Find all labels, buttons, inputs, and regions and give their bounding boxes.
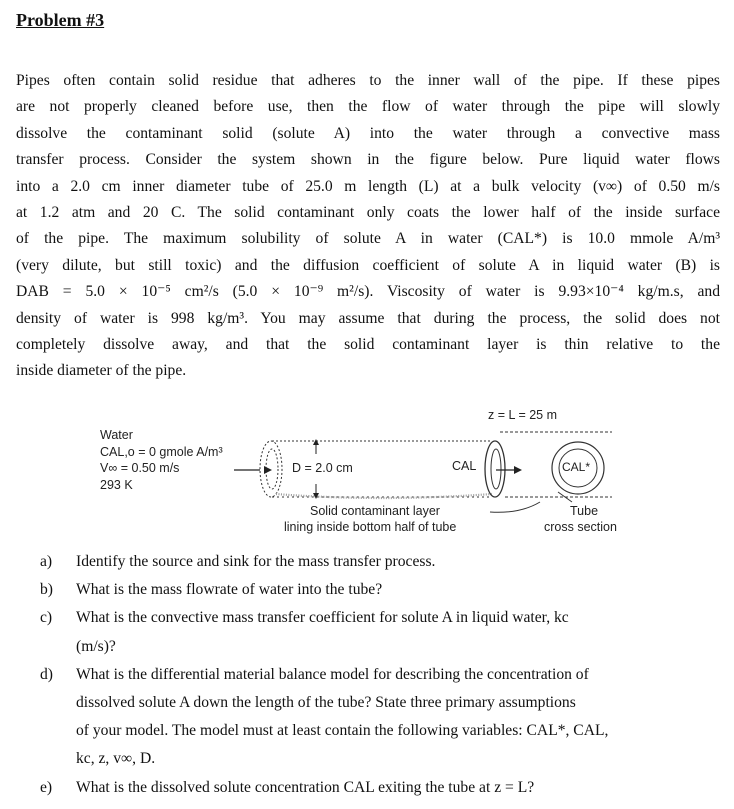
length-label: z = L = 25 m xyxy=(488,408,558,422)
question-line: What is the differential material balance model for describing the concentration of xyxy=(76,665,589,683)
question-item xyxy=(40,548,720,576)
question-item xyxy=(40,661,720,774)
outlet-ring-inner xyxy=(491,449,501,489)
cross-section-label: cross section xyxy=(544,520,617,534)
temperature-label: 293 K xyxy=(100,478,133,492)
question-line: Identify the source and sink for the mass transfer process. xyxy=(76,553,436,570)
outlet-arrowhead xyxy=(514,466,522,474)
diameter-arrowhead-top xyxy=(313,439,319,445)
question-line: kc, z, v∞, D. xyxy=(76,750,156,768)
question-item xyxy=(40,774,720,802)
layer-pointer xyxy=(490,502,540,512)
paragraph-line: DAB = 5.0 × 10⁻⁵ cm²/s (5.0 × 10⁻⁹ m²/s). Viscosity of water is 9.93×10⁻⁴ kg/m.s, and xyxy=(16,283,720,301)
question-line: What is the convective mass transfer coefficient for solute A in liquid water, kc xyxy=(76,609,569,627)
problem-paragraph xyxy=(16,68,720,385)
question-item xyxy=(40,604,720,660)
solid-layer-label: Solid contaminant layer xyxy=(310,504,440,518)
question-letter: e) xyxy=(40,778,53,796)
question-line: dissolved solute A down the length of the tube? State three primary assumptions xyxy=(76,694,576,712)
tube-label: Tube xyxy=(570,504,599,518)
question-item xyxy=(40,576,720,604)
flow-arrowhead xyxy=(264,466,272,474)
tube-figure xyxy=(0,402,734,542)
saturation-concentration-label: CAL* xyxy=(562,460,591,474)
paragraph-line: inside diameter of the pipe. xyxy=(16,362,187,380)
inlet-concentration-label: CAL,o = 0 gmole A/m³ xyxy=(100,445,223,459)
paragraph-line: transfer process. Consider the system shown in the figure below. Pure liquid water flows xyxy=(16,151,720,169)
question-letter: c) xyxy=(40,609,53,627)
velocity-label: V∞ = 0.50 m/s xyxy=(100,461,180,475)
paragraph-line: into a 2.0 cm inner diameter tube of 25.0 m length (L) at a bulk velocity (v∞) of 0.50 m/s xyxy=(16,177,720,195)
water-label: Water xyxy=(100,428,133,442)
paragraph-line: (very dilute, but still toxic) and the diffusion coefficient of solute A in liquid water (B) is xyxy=(16,256,720,274)
problem-title: Problem #3 xyxy=(16,10,105,30)
question-line: of your model. The model must at least contain the following variables: CAL*, CAL, xyxy=(76,722,609,740)
paragraph-line: of the pipe. The maximum solubility of solute A in water (CAL*) is 10.0 mmole A/m³ xyxy=(16,230,720,248)
question-line: What is the dissolved solute concentration CAL exiting the tube at z = L? xyxy=(76,778,535,796)
solid-layer-sublabel: lining inside bottom half of tube xyxy=(284,520,457,534)
question-letter: d) xyxy=(40,665,53,683)
paragraph-line: are not properly cleaned before use, then the flow of water through the pipe will slowly xyxy=(16,98,720,116)
question-line: (m/s)? xyxy=(76,637,116,655)
paragraph-line: density of water is 998 kg/m³. You may assume that during the process, the solid does not xyxy=(16,309,720,327)
question-letter: b) xyxy=(40,581,53,599)
paragraph-line: at 1.2 atm and 20 C. The solid contaminant only coats the lower half of the inside surface xyxy=(16,203,720,221)
paragraph-line: dissolve the contaminant solid (solute A) into the water through a convective mass xyxy=(16,124,720,142)
question-letter: a) xyxy=(40,553,53,570)
question-list xyxy=(40,548,720,802)
diameter-label: D = 2.0 cm xyxy=(292,461,353,475)
paragraph-line: completely dissolve away, and that the solid contaminant layer is thin relative to the xyxy=(16,335,720,353)
paragraph-line: Pipes often contain solid residue that adheres to the inner wall of the pipe. If these pipes xyxy=(16,72,720,89)
bulk-concentration-label: CAL xyxy=(452,459,477,473)
question-line: What is the mass flowrate of water into the tube? xyxy=(76,581,383,599)
